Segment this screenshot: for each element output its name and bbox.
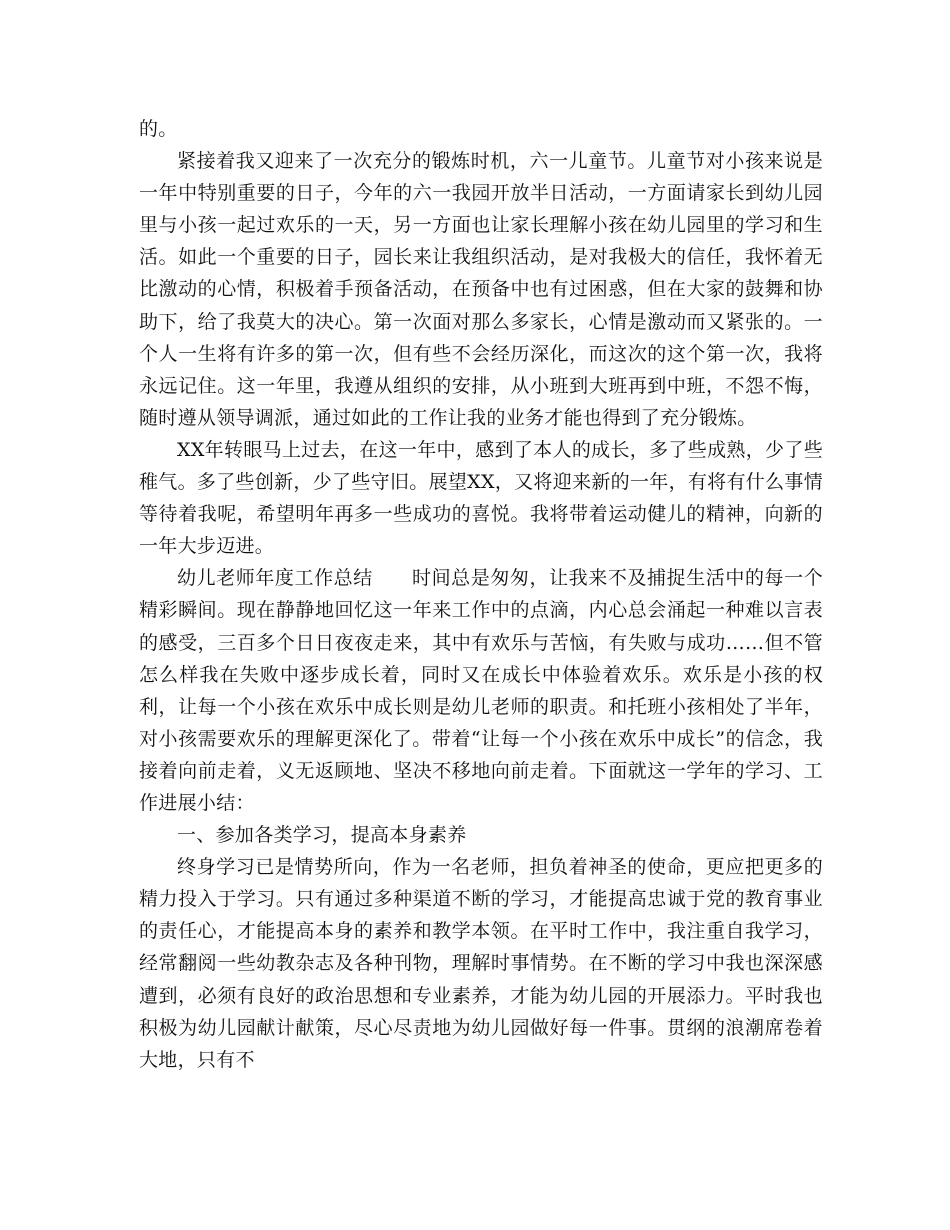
paragraph-childrens-day: 紧接着我又迎来了一次充分的锻炼时机，六一儿童节。儿童节对小孩来说是一年中特别重要的日子，今年的六一我园开放半日活动，一方面请家长到幼儿园里与小孩一起过欢乐的一天，另一方面也让家长理解小孩在幼儿园里的学习和生活。如此一个重要的日子，园长来让我组织活动，是对我极大的信任，我怀着无比激动的心情，积极着手预备活动，在预备中也有过困惑，但在大家的鼓舞和协助下，给了我莫大的决心。第一次面对那么多家长，心情是激动而又紧张的。一个人一生将有许多的第一次，但有些不会经历深化，而这次的这个第一次，我将永远记住。这一年里，我遵从组织的安排，从小班到大班再到中班，不怨不悔，随时遵从领导调派，通过如此的工作让我的业务才能也得到了充分锻炼。 [139,150,823,429]
paragraph-summary-intro: 幼儿老师年度工作总结 时间总是匆匆，让我来不及捕捉生活中的每一个精彩瞬间。现在静静地回忆这一年来工作中的点滴，内心总会涌起一种难以言表的感受，三百多个日日夜夜走来，其中有欢乐与苦恼，有失败与成功……但不管怎么样我在失败中逐步成长着，同时又在成长中体验着欢乐。欢乐是小孩的权利，让每一个小孩在欢乐中成长则是幼儿老师的职责。和托班小孩相处了半年，对小孩需要欢乐的理解更深化了。带着“让每一个小孩在欢乐中成长”的信念，我接着向前走着，义无返顾地、坚决不移地向前走着。下面就这一学年的学习、工作进展小结： [139,567,823,814]
paragraph-year-review: XX年转眼马上过去，在这一年中，感到了本人的成长，多了些成熟，少了些稚气。多了些创新，少了些守旧。展望XX，又将迎来新的一年，有将有什么事情等待着我呢，希望明年再多一些成功的喜悦。我将带着运动健儿的精神，向新的一年大步迈进。 [139,438,823,558]
section-heading-study: 一、参加各类学习，提高本身素养 [177,824,467,847]
paragraph-lifelong-learning: 终身学习已是情势所向，作为一名老师，担负着神圣的使命，更应把更多的精力投入于学习。只有通过多种渠道不断的学习，才能提高忠诚于党的教育事业的责任心，才能提高本身的素养和教学本领。在平时工作中，我注重自我学习，经常翻阅一些幼教杂志及各种刊物，理解时事情势。在不断的学习中我也深深感遭到，必须有良好的政治思想和专业素养，才能为幼儿园的开展添力。平时我也积极为幼儿园献计献策，尽心尽责地为幼儿园做好每一件事。贯纲的浪潮席卷着大地，只有不 [139,856,823,1071]
document-body [139,113,823,1076]
paragraph-continuation: 的。 [139,118,178,140]
